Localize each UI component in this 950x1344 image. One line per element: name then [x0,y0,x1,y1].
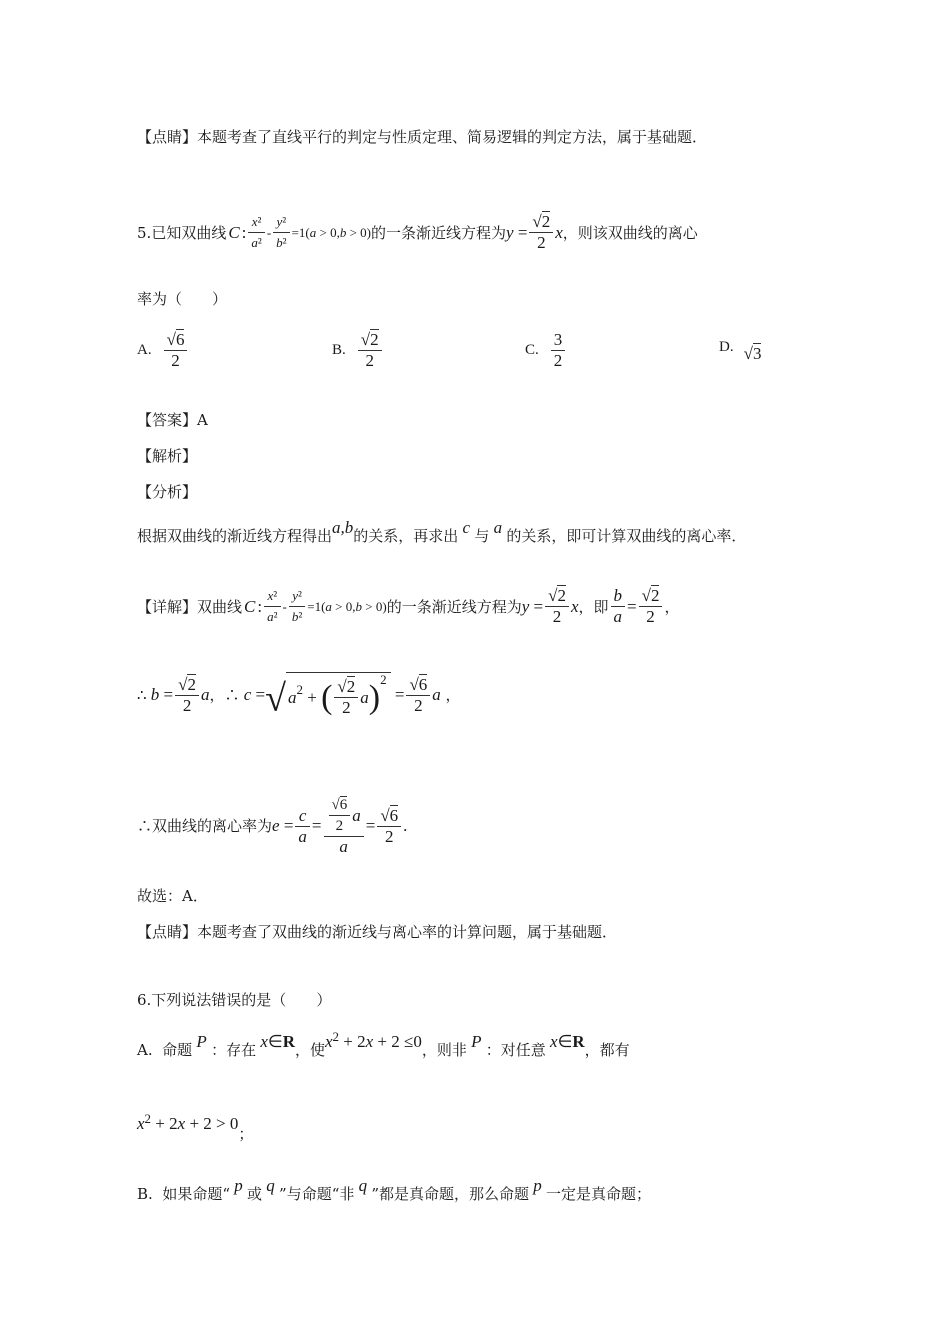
question-6-title: 6.下列说法错误的是（ ） [137,991,332,1009]
question-text: ，则该双曲线的离心 [562,223,698,242]
choose-answer: 故选：A． [137,887,208,905]
remark-1: 【点睛】本题考查了直线平行的判定与性质定理、简易逻辑的判定方法，属于基础题． [137,128,708,146]
question-number: 5. [137,223,152,242]
remark-2: 【点睛】本题考查了双曲线的渐近线与离心率的计算问题，属于基础题． [137,923,618,941]
option-d-value: √3 [743,344,762,363]
question-text: 的一条渐近线方程为 [371,223,507,242]
option-a-value: $\frac{√6}{2}$ [164,330,188,371]
option-a[interactable]: A. $\frac{√6}{2}$ [137,330,189,371]
analysis-header: 【解析】 [137,447,198,465]
question-5-stem-cont: 率为（ ） [137,290,228,308]
detail-line: 【详解】双曲线 C : $\frac{\text{x²}}{\text{a²}}$ - $\frac{\text{y²}}{\text{b²}}$ =1(a > 0,b > 0) 的一条渐近线方程为 y = $\frac{√2}{2}$ x ，即 $\frac{b}{a}$ = $\frac{√2}{2}$ ， [137,586,680,626]
question-text: 已知双曲线 [151,223,227,242]
eccentricity-line: ∴双曲线的离心率为 e = $\frac{c}{a}$ = $\frac{√6}{2}$ a a = $\frac{√6}{2}$ . [137,797,408,856]
option-c-value: $\frac{3}{2}$ [551,330,566,371]
question-6-option-a-cont: x2 + 2x + 2 > 0； [137,1111,254,1143]
option-d[interactable]: D. √3 [719,338,762,363]
therefore-line: ∴ b = $\frac{√2}{2}$ a ，∴ c = √ a 2 + ( $\frac{√2}{2}$ a ) 2 = $\frac{√6}{2}$ a ， [137,671,461,720]
option-b-value: $\frac{√2}{2}$ [358,330,382,371]
option-b[interactable]: B. $\frac{√2}{2}$ [332,330,384,371]
question-5-stem: 5. 已知双曲线 C : $\frac{\text{x²}}{\text{a²}}$ - $\frac{\text{y²}}{\text{b²}}$ =1(a > 0,b > 0) 的一条渐近线方程为 y = $\frac{√2}{2}$ x ，则该双曲线的离心 [137,212,698,252]
question-6-option-a[interactable]: A. 命题 P ：存在 x∈R，使x2 + 2x + 2 ≤0，则非 P ：对任意 x∈R，都有 [137,1029,630,1059]
answer: 【答案】A [137,411,208,429]
fenxi-text: 根据双曲线的渐近线方程得出a,b的关系，再求出 c 与 a 的关系，即可计算双曲线的离心率． [137,518,747,545]
question-6-option-b[interactable]: B. 如果命题“ p 或 q ”与命题“非 q ”都是真命题，那么命题 p 一定是真命题； [137,1176,652,1203]
big-radical: √ a 2 + ( $\frac{√2}{2}$ a ) 2 [265,672,390,718]
option-c[interactable]: C. $\frac{3}{2}$ [525,330,567,371]
fenxi-header: 【分析】 [137,483,198,501]
math-hyperbola: C [228,222,240,242]
